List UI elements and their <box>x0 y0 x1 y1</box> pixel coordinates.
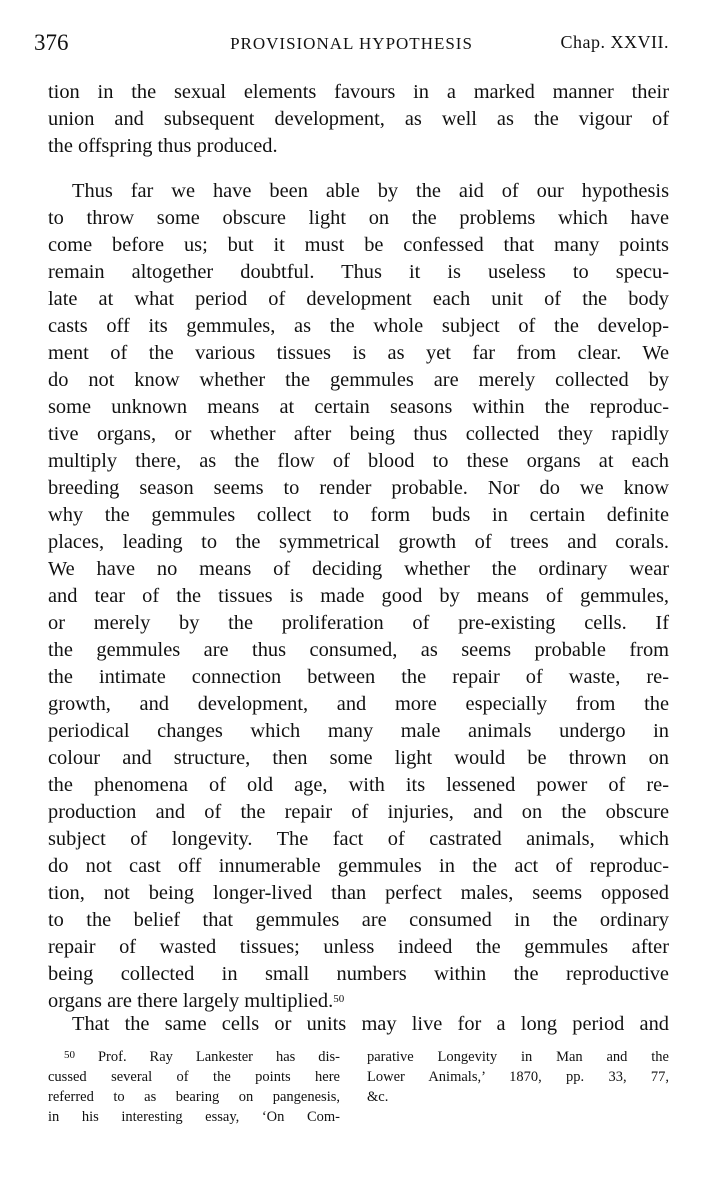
text-line: production and of the repair of injuries, and on the obscure <box>48 801 669 823</box>
footnote-text: in his interesting essay, ‘On Com- <box>48 1109 340 1125</box>
text-line: to throw some obscure light on the problems which have <box>48 207 669 229</box>
text-line: tive organs, or whether after being thus collected they rapidly <box>48 423 669 445</box>
text-line: the intimate connection between the repair of waste, re- <box>48 666 669 688</box>
text-line: remain altogether doubtful. Thus it is useless to specu- <box>48 261 669 283</box>
text-line: organs are there largely multiplied. <box>48 990 334 1012</box>
text-line: growth, and development, and more especially from the <box>48 693 669 715</box>
text-line: come before us; but it must be confessed that many points <box>48 234 669 256</box>
text-line: breeding season seems to render probable. Nor do we know <box>48 477 669 499</box>
footnote-text: referred to as bearing on pangenesis, <box>48 1089 340 1105</box>
page-header <box>34 30 669 64</box>
text-line: repair of wasted tissues; unless indeed the gemmules after <box>48 936 669 958</box>
footnote-text: Prof. Ray Lankester has dis- <box>97 1049 341 1065</box>
footnote-number: 50 <box>64 1049 75 1061</box>
chapter-label: Chap. XXVII. <box>560 32 669 52</box>
text-line: the offspring thus produced. <box>48 135 278 157</box>
footnote-column-right <box>367 1047 669 1107</box>
text-line: being collected in small numbers within the reproductive <box>48 963 669 985</box>
text-line: periodical changes which many male animals undergo in <box>48 720 669 742</box>
footnote-reference[interactable]: 50 <box>333 993 345 1005</box>
running-title: PROVISIONAL HYPOTHESIS <box>230 34 473 53</box>
paragraph-next <box>48 1011 669 1038</box>
footnote-text: Lower Animals,’ 1870, pp. 33, 77, <box>367 1069 669 1085</box>
text-line: ment of the various tissues is as yet far from clear. We <box>48 342 669 364</box>
text-line: late at what period of development each unit of the body <box>48 288 669 310</box>
paragraph-main <box>48 178 669 1015</box>
text-line: do not cast off innumerable gemmules in the act of reproduc- <box>48 855 669 877</box>
footnote-text: &c. <box>367 1089 389 1105</box>
text-line: union and subsequent development, as well as the vigour of <box>48 108 669 130</box>
text-line: subject of longevity. The fact of castrated animals, which <box>48 828 669 850</box>
footnote-text: cussed several of the points here <box>48 1069 340 1085</box>
text-line: some unknown means at certain seasons within the reproduc- <box>48 396 669 418</box>
text-line: or merely by the proliferation of pre-existing cells. If <box>48 612 669 634</box>
text-line: multiply there, as the flow of blood to these organs at each <box>48 450 669 472</box>
text-line: We have no means of deciding whether the ordinary wear <box>48 558 669 580</box>
text-line: casts off its gemmules, as the whole subject of the develop- <box>48 315 669 337</box>
footnote-text: parative Longevity in Man and the <box>367 1049 669 1065</box>
page-number: 376 <box>34 30 69 55</box>
text-line: tion in the sexual elements favours in a marked manner their <box>48 81 669 103</box>
text-line: places, leading to the symmetrical growth of trees and corals. <box>48 531 669 553</box>
text-line: the phenomena of old age, with its lessened power of re- <box>48 774 669 796</box>
text-line: That the same cells or units may live for a long period and <box>72 1013 669 1035</box>
text-line: do not know whether the gemmules are merely collected by <box>48 369 669 391</box>
footnote-column-left <box>48 1047 340 1127</box>
text-line: the gemmules are thus consumed, as seems probable from <box>48 639 669 661</box>
text-line: why the gemmules collect to form buds in certain definite <box>48 504 669 526</box>
text-line: tion, not being longer-lived than perfect males, seems opposed <box>48 882 669 904</box>
text-line: Thus far we have been able by the aid of our hypothesis <box>72 180 669 202</box>
footnote-first-line <box>48 1047 340 1067</box>
text-line: to the belief that gemmules are consumed in the ordinary <box>48 909 669 931</box>
text-line: colour and structure, then some light would be thrown on <box>48 747 669 769</box>
paragraph-continuation <box>48 79 669 160</box>
text-line: and tear of the tissues is made good by means of gemmules, <box>48 585 669 607</box>
